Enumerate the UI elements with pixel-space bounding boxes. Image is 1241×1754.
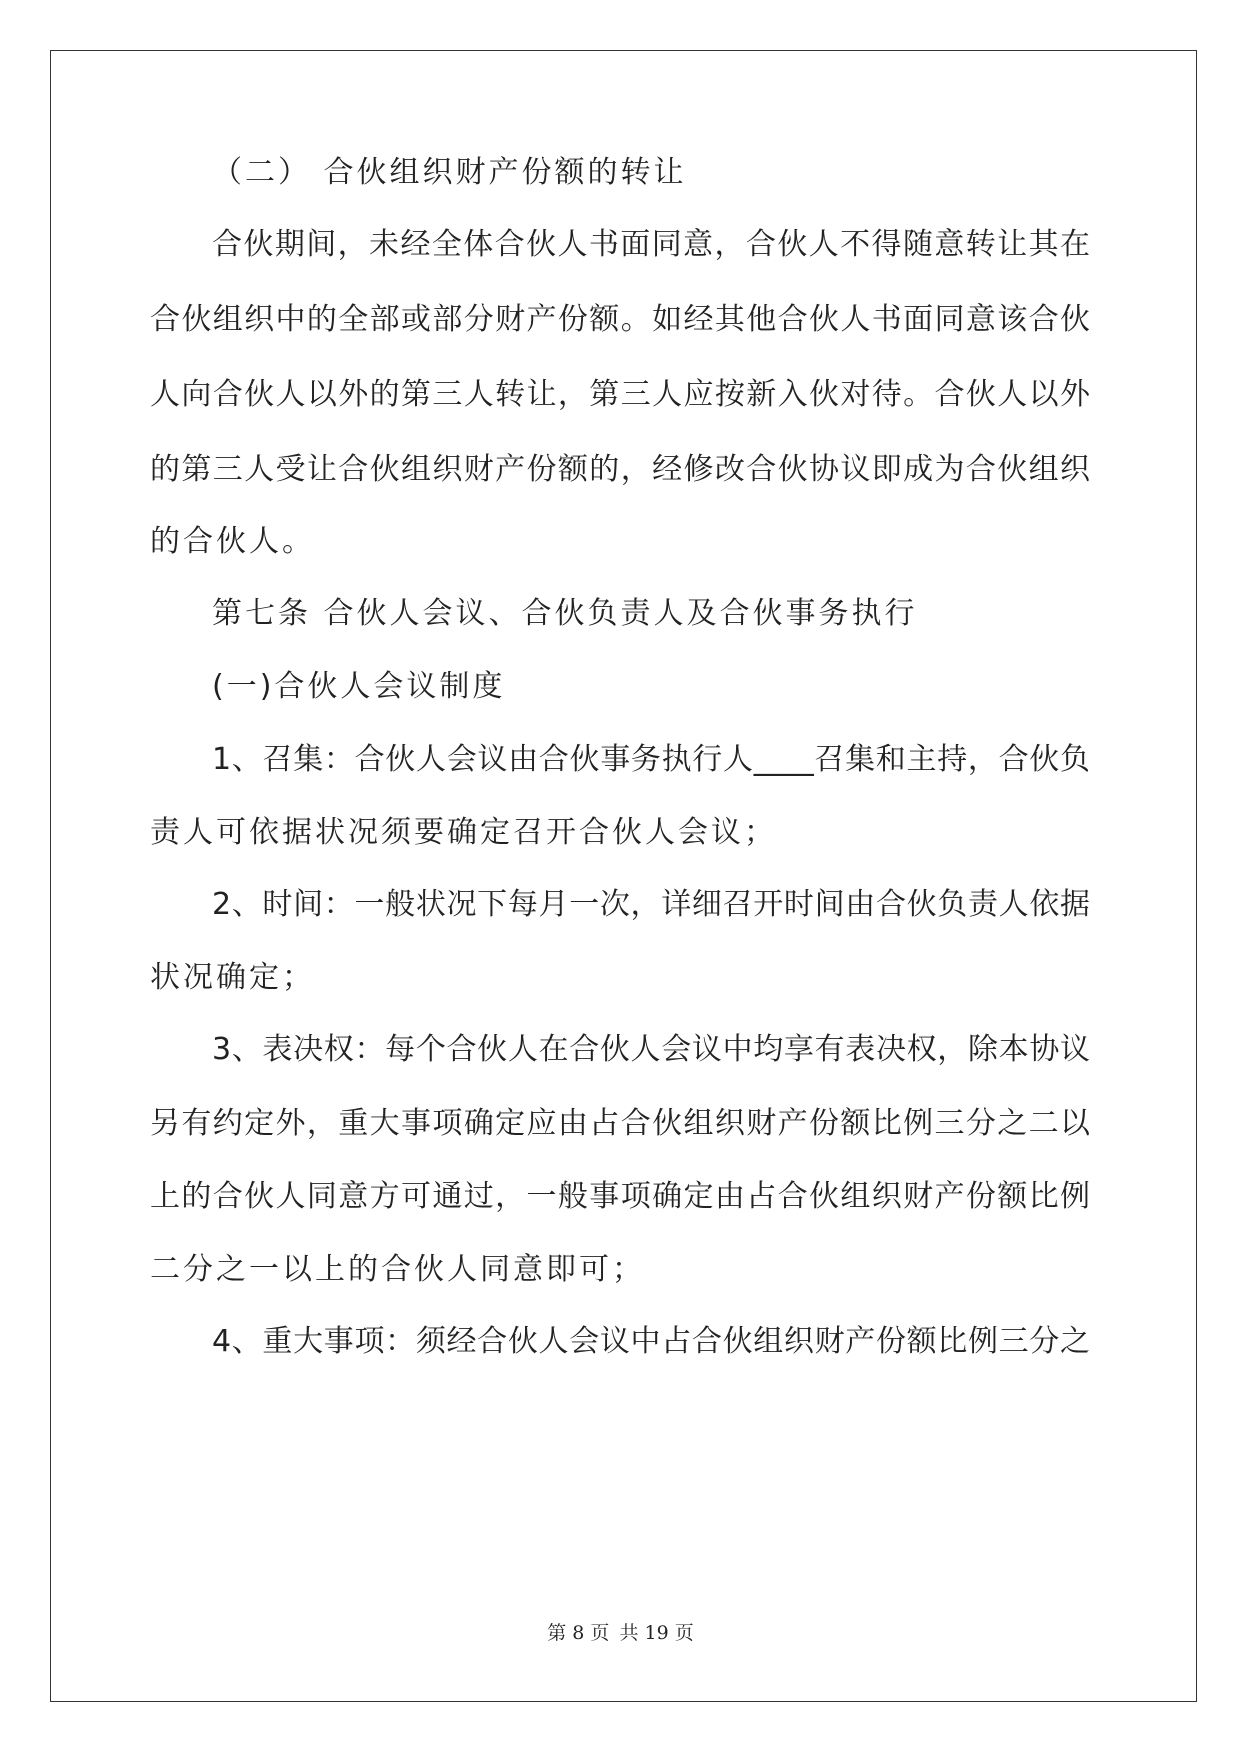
- paragraph-line: 合伙期间，未经全体合伙人书面同意，合伙人不得随意转让其在: [212, 227, 1090, 262]
- section-heading: （二） 合伙组织财产份额的转让: [212, 155, 687, 190]
- paragraph-line: 上的合伙人同意方可通过，一般事项确定由占合伙组织财产份额比例: [150, 1179, 1090, 1214]
- page-total: 共 19 页: [619, 1622, 694, 1644]
- paragraph-line: 2、时间：一般状况下每月一次，详细召开时间由合伙负责人依据: [212, 887, 1090, 922]
- paragraph-line: 4、重大事项：须经合伙人会议中占合伙组织财产份额比例三分之: [212, 1324, 1090, 1359]
- subsection-heading: (一)合伙人会议制度: [212, 669, 506, 704]
- page-footer: [0, 1618, 1241, 1645]
- paragraph-line: 责人可依据状况须要确定召开合伙人会议；: [150, 815, 777, 850]
- page-border: [50, 50, 1197, 1702]
- page-number: 第 8 页: [547, 1622, 610, 1644]
- paragraph-line: 另有约定外，重大事项确定应由占合伙组织财产份额比例三分之二以: [150, 1106, 1090, 1141]
- paragraph-line: 人向合伙人以外的第三人转让，第三人应按新入伙对待。合伙人以外: [150, 377, 1090, 412]
- paragraph-line: 状况确定；: [150, 960, 315, 995]
- article-heading: 第七条 合伙人会议、合伙负责人及合伙事务执行: [212, 596, 918, 631]
- paragraph-line: 1、召集：合伙人会议由合伙事务执行人____召集和主持，合伙负: [212, 742, 1090, 777]
- paragraph-line: 二分之一以上的合伙人同意即可；: [150, 1252, 645, 1287]
- paragraph-line: 合伙组织中的全部或部分财产份额。如经其他合伙人书面同意该合伙: [150, 302, 1090, 337]
- paragraph-line: 的合伙人。: [150, 524, 315, 559]
- paragraph-line: 3、表决权：每个合伙人在合伙人会议中均享有表决权，除本协议: [212, 1032, 1090, 1067]
- paragraph-line: 的第三人受让合伙组织财产份额的，经修改合伙协议即成为合伙组织: [150, 452, 1090, 487]
